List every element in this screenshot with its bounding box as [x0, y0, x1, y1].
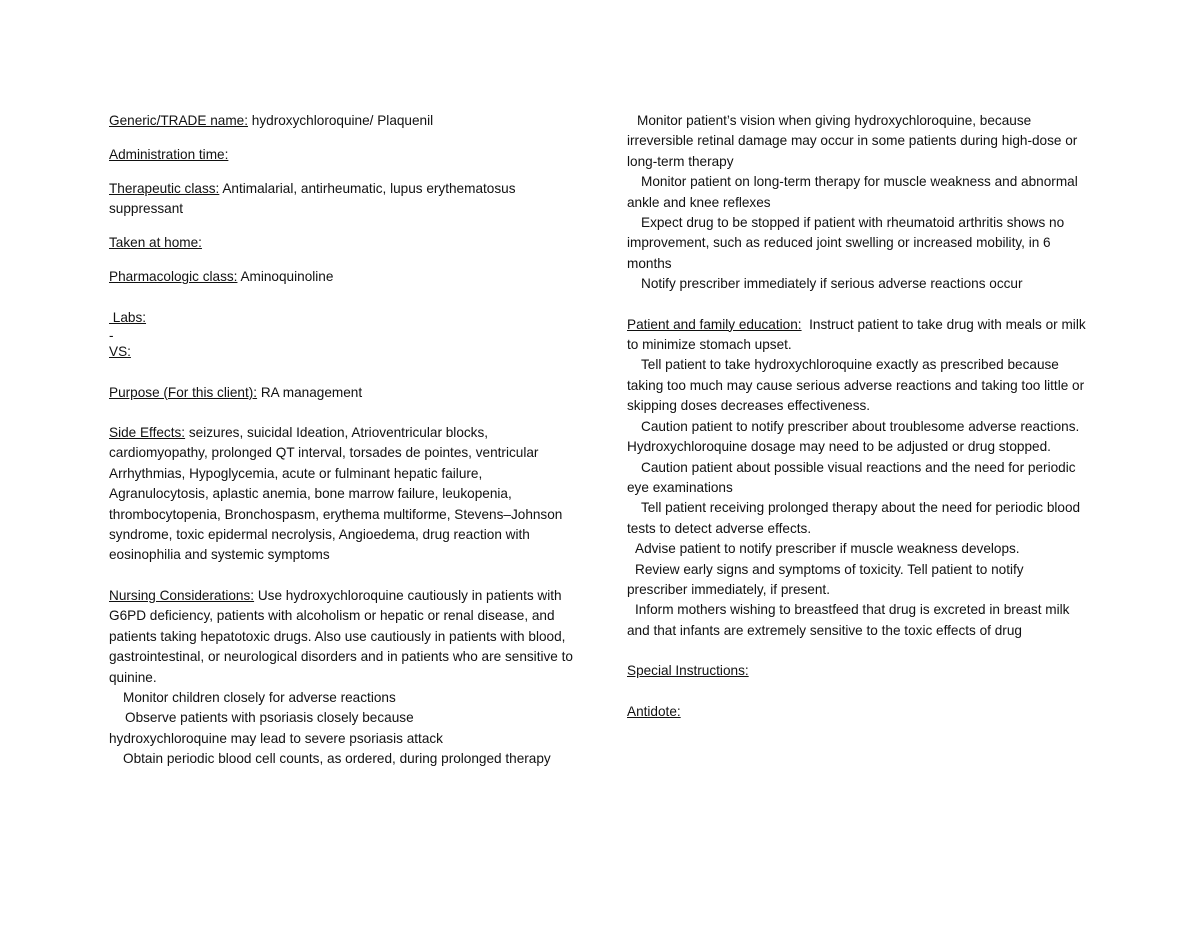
left-column	[109, 111, 574, 770]
education-item: Inform mothers wishing to breastfeed that drug is excreted in breast milk and that infants are extremely sensitive to the toxic effects of drug	[627, 602, 1070, 638]
pharmacologic-class-field	[109, 267, 574, 287]
education-item: Caution patient about possible visual reactions and the need for periodic eye examinations	[627, 459, 1076, 495]
education-item: Tell patient to take hydroxychloroquine exactly as prescribed because taking too much may cause serious adverse reactions and taking too little or skipping doses decreases effectiveness.	[627, 357, 1085, 414]
side-effects-label: Side Effects:	[109, 425, 186, 441]
generic-name-label: Generic/TRADE name:	[109, 113, 249, 128]
nursing-considerations-value: Use hydroxychloroquine cautiously in patients with G6PD deficiency, patients with alcoholism or hepatic or renal disease, and patients taking hepatotoxic drugs. Also use cautiously in patients with blood, gastrointestinal, or neurological disorders and in patients who are sensitive to quinine.	[109, 587, 573, 685]
nursing-considerations-field	[109, 586, 574, 688]
administration-time-label: Administration time:	[109, 147, 229, 162]
monitoring-item: Notify prescriber immediately if serious adverse reactions occur	[641, 276, 1023, 292]
patient-education-label: Patient and family education:	[627, 316, 802, 332]
education-item: Caution patient to notify prescriber about troublesome adverse reactions. Hydroxychloroquine dosage may need to be adjusted or drug stopped.	[627, 418, 1080, 455]
purpose-value: RA management	[257, 384, 363, 400]
nursing-item: Obtain periodic blood cell counts, as ordered, during prolonged therapy	[123, 751, 551, 767]
patient-education-value: Instruct patient to take drug with meals or milk to minimize stomach upset.	[627, 316, 1090, 353]
antidote-field	[627, 702, 1087, 722]
monitoring-item: Monitor patient’s vision when giving hydroxychloroquine, because irreversible retinal damage may occur in some patients during high-dose or long-term therapy	[627, 113, 1078, 169]
special-instructions-field	[627, 661, 1087, 681]
patient-education-field	[627, 315, 1090, 356]
vs-label: VS:	[109, 344, 131, 360]
therapeutic-class-value: Antimalarial, antirheumatic, lupus erythematosus suppressant	[109, 181, 516, 217]
monitoring-item: Monitor patient on long-term therapy for muscle weakness and abnormal ankle and knee reflexes	[627, 174, 1078, 210]
generic-name-field	[109, 111, 574, 131]
therapeutic-class-field	[109, 179, 574, 220]
administration-time-field	[109, 145, 574, 165]
taken-at-home-label: Taken at home:	[109, 235, 202, 251]
nursing-item: hydroxychloroquine may lead to severe psoriasis attack	[109, 730, 443, 746]
pharmacologic-class-label: Pharmacologic class:	[109, 269, 238, 285]
education-item: Review early signs and symptoms of toxicity. Tell patient to notify prescriber immediately, if present.	[627, 561, 1024, 597]
nursing-considerations-label: Nursing Considerations:	[109, 587, 255, 603]
nursing-item: Observe patients with psoriasis closely because	[125, 710, 414, 726]
nursing-item: Monitor children closely for adverse reactions	[123, 689, 396, 705]
purpose-field	[109, 383, 574, 403]
education-item: Tell patient receiving prolonged therapy about the need for periodic blood tests to detect adverse effects.	[627, 500, 1081, 536]
pharmacologic-class-value: Aminoquinoline	[237, 269, 334, 285]
generic-name-value: hydroxychloroquine/ Plaquenil	[248, 113, 434, 128]
taken-at-home-field	[109, 233, 574, 253]
vs-field	[109, 342, 574, 362]
monitoring-item: Expect drug to be stopped if patient with rheumatoid arthritis shows no improvement, such as reduced joint swelling or increased mobility, in 6 months	[627, 215, 1065, 271]
side-effects-value: seizures, suicidal Ideation, Atrioventricular blocks, cardiomyopathy, prolonged QT interval, torsades de pointes, ventricular Arrhythmias, Hypoglycemia, acute or fulminant hepatic failure, Agranulocytosis, aplastic anemia, bone marrow failure, leukopenia, thrombocytopenia, Bronchospasm, erythema multiforme, Stevens–Johnson syndrome, toxic epidermal necrolysis, Angioedema, drug reaction with eosinophilia and systemic symptoms	[109, 425, 563, 563]
side-effects-field	[109, 423, 574, 566]
labs-field	[109, 308, 574, 328]
therapeutic-class-label: Therapeutic class:	[109, 181, 220, 196]
labs-label: Labs:	[109, 309, 147, 325]
purpose-label: Purpose (For this client):	[109, 384, 258, 400]
special-instructions-label: Special Instructions:	[627, 663, 749, 679]
antidote-label: Antidote:	[627, 703, 681, 719]
labs-mark: -	[109, 328, 114, 344]
education-item: Advise patient to notify prescriber if muscle weakness develops.	[635, 541, 1020, 557]
right-column	[627, 111, 1090, 722]
